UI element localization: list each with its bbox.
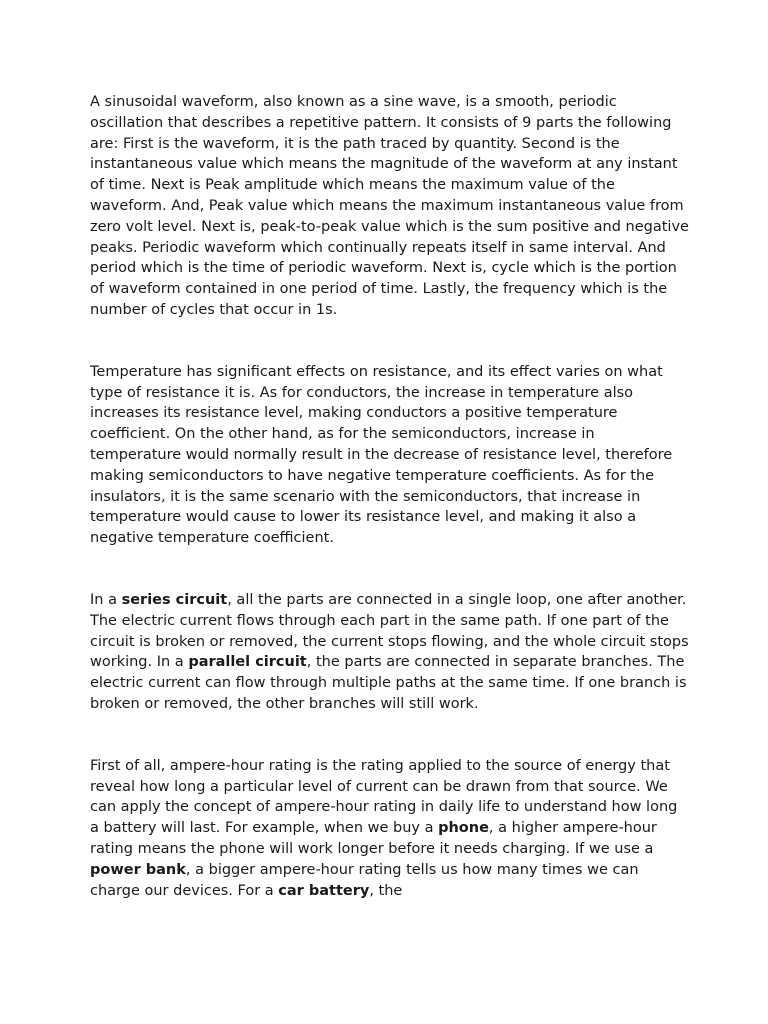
text-run: , all the parts are connected in a single loop, one after another. The electric current flows through each part in the same path. If one part of the circuit is broken or removed, the current stops flowing, and the whole circuit stops working. In a	[90, 591, 689, 671]
text-run: In a	[90, 591, 122, 608]
text-run: First of all, ampere-hour rating is the rating applied to the source of energy that reveal how long a particular level of current can be drawn from that source. We can apply the concept of ampere-hour rating in daily life to understand how long a battery will last. For example, when we buy a	[90, 757, 678, 837]
text-run: , a higher ampere-hour rating means the phone will work longer before it needs charging. If we use a	[90, 820, 657, 857]
bold-term-power-bank: power bank	[90, 861, 186, 878]
paragraph-temperature-resistance: Temperature has significant effects on resistance, and its effect varies on what type of resistance it is. As for conductors, the increase in temperature also increases its resistance level, making conductors a positive temperature coefficient. On the other hand, as for the semiconductors, increase in temperature would normally result in the decrease of resistance level, therefore making semiconductors to have negative temperature coefficients. As for the insulators, it is the same scenario with the semiconductors, that increase in temperature would cause to lower its resistance level, and making it also a negative temperature coefficient.	[90, 363, 673, 547]
text-run: , the parts are connected in separate branches. The electric current can flow through multiple paths at the same time. If one branch is broken or removed, the other branches will still work.	[90, 654, 687, 712]
paragraph-sine-wave: A sinusoidal waveform, also known as a sine wave, is a smooth, periodic oscillation that describes a repetitive pattern. It consists of 9 parts the following are: First is the waveform, it is the path traced by quantity. Second is the instantaneous value which means the magnitude of the waveform at any instant of time. Next is Peak amplitude which means the maximum value of the waveform. And, Peak value which means the maximum instantaneous value from zero volt level. Next is, peak-to-peak value which is the sum positive and negative peaks. Periodic waveform which continually repeats itself in same interval. And period which is the time of periodic waveform. Next is, cycle which is the portion of waveform contained in one period of time. Lastly, the frequency which is the number of cycles that occur in 1s.	[90, 94, 689, 318]
text-run: , a bigger ampere-hour rating tells us how many times we can charge our devices. For a	[90, 861, 639, 899]
bold-term-series-circuit: series circuit	[121, 591, 228, 608]
text-run: , the	[369, 882, 403, 899]
paragraph-ampere-hour	[90, 756, 690, 902]
document-page	[90, 92, 690, 901]
bold-term-parallel-circuit: parallel circuit	[188, 654, 307, 671]
paragraph-series-parallel	[90, 590, 690, 715]
bold-term-phone: phone	[438, 820, 489, 837]
bold-term-car-battery: car battery	[278, 882, 370, 899]
